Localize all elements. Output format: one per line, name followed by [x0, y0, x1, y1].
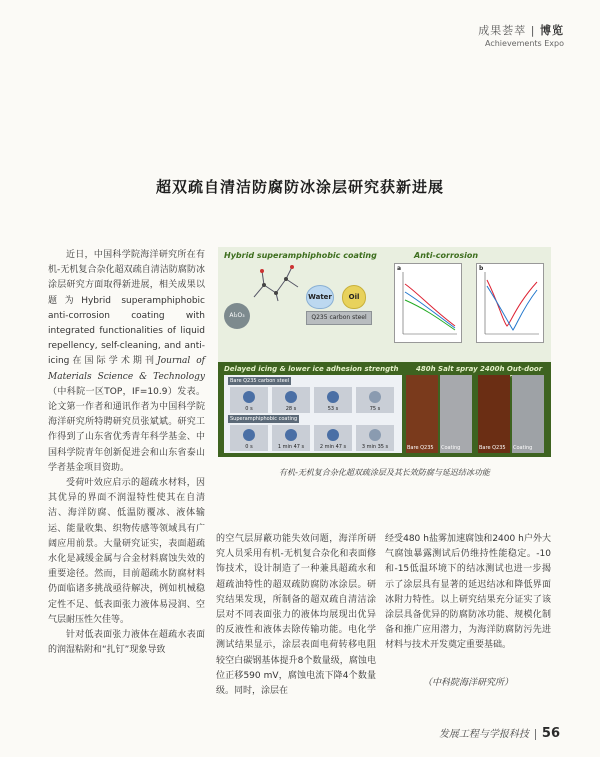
paragraph-4: 的空气层屏蔽功能失效问题，海洋所研究人员采用有机-无机复合杂化和表面修饰技术，设计制造了一种兼具超疏水和超疏油特性的超双疏防腐防冰涂层。研究结果发现，所制备的超双疏自清洁涂层对不同表面张力的液体均展现出优异的反液性和液体去除传输功能。电化学测试结果显示，涂层表面电荷转移电阻较空白碳钢基体提升8个数量级，腐蚀电位正移590 mV，腐蚀电流下降4个数量级。同时，涂层在 [216, 534, 376, 697]
column-3 [385, 532, 551, 691]
ice-frame: 3 min 35 s [356, 425, 394, 451]
chart-b-label: b [479, 265, 484, 272]
polarization-chart [394, 263, 462, 343]
column-2 [216, 532, 376, 699]
page-number: 56 [541, 726, 560, 741]
tafel-chart [476, 263, 544, 343]
coating-label: Superamphiphobic coating [230, 416, 298, 422]
article-title: 超双疏自清洁防腐防冰涂层研究获新进展 [155, 178, 444, 196]
salt-bare-photo: Bare Q235 [406, 375, 438, 453]
source-credit: （中科院海洋研究所） [422, 677, 513, 688]
footer-divider [535, 729, 536, 740]
column-1 [48, 248, 205, 658]
bare-steel-label: Bare Q235 carbon steel [230, 378, 290, 384]
section-label-en: Achievements Expo [485, 39, 564, 48]
alumina-particle: Al₂O₃ [224, 303, 250, 329]
paragraph-3: 针对低表面张力液体在超疏水表面的润湿粘附和“扎钉”现象导致 [48, 630, 205, 656]
outdoor-exposure-title: 2400h Out-door [480, 365, 543, 373]
oil-droplet: Oil [342, 285, 366, 309]
ice-frame: 2 min 47 s [314, 425, 352, 451]
ice-frame: 28 s [272, 387, 310, 413]
chart-b-curves [477, 264, 543, 342]
icing-test-panel [224, 375, 402, 453]
steel-substrate: Q235 carbon steel [306, 311, 372, 325]
salt-spray-title: 480h Salt spray [416, 365, 478, 373]
paragraph-5: 经受480 h盐雾加速腐蚀和2400 h户外大气腐蚀暴露测试后仍维持性能稳定。-10和-15低温环境下的结冰测试也进一步揭示了涂层具有显著的延迟结冰和降低界面冰附力特性。以上研究结果充分证实了该涂层具备优异的防腐防冰功能、规模化制备和推广应用潜力，为海洋防腐防污先进材料与技术开发奠定重要基础。 [385, 534, 551, 651]
outdoor-coating-photo: Coating [512, 375, 544, 453]
ice-frame: 0 s [230, 425, 268, 451]
chart-a-label: a [397, 265, 402, 272]
ice-frame: 1 min 47 s [272, 425, 310, 451]
chart-a-curves [395, 264, 461, 342]
section-label-cn: 成果荟萃 | 博览 [478, 24, 564, 37]
article-figure [218, 247, 551, 457]
molecule-structure-icon [248, 263, 304, 303]
hybrid-coating-title: Hybrid superamphiphobic coating [224, 251, 377, 260]
delayed-icing-title: Delayed icing & lower ice adhesion strength [224, 365, 399, 373]
water-droplet: Water [306, 285, 334, 309]
ice-frame: 75 s [356, 387, 394, 413]
salt-coating-photo: Coating [440, 375, 472, 453]
paragraph-1: 近日，中国科学院海洋研究所在有机-无机复合杂化超双疏自清洁防腐防冰涂层研究方面取得新进展，相关成果以题为Hybrid superamphiphobic anti-corrosion coating with integrated functionalities of liquid repellency, self-cleaning, and anti-icing在国际学术期刊Journal of Materials Science & Technology（中科院一区TOP，IF=10.9）发表。论文第一作者和通讯作者为中国科学院海洋研究所特聘研究员张斌斌。研究工作得到了山东省优秀青年科学基金、中国科学院青年创新促进会和山东省泰山学者基金项目资助。 [48, 250, 205, 473]
journal-name: 发展工程与学报科技 [438, 729, 529, 740]
ice-frame: 0 s [230, 387, 268, 413]
ice-frame: 53 s [314, 387, 352, 413]
coating-row [230, 425, 394, 451]
page-footer [439, 725, 560, 741]
anti-corrosion-title: Anti-corrosion [414, 251, 479, 260]
figure-caption: 有机-无机复合杂化超双疏涂层及其长效防腐与延迟结冰功能 [279, 468, 490, 477]
section-header [478, 22, 564, 48]
bare-steel-row [230, 387, 394, 413]
paragraph-2: 受荷叶效应启示的超疏水材料，因其优异的界面不润湿特性使其在自清洁、海洋防腐、低温防覆冰、液体输运、能量收集、织物传感等领域具有广阔应用前景。大量研究证实，表面超疏水化是减缓金属与合金材料腐蚀失效的重要途径。然而，目前超疏水防腐材料仍面临诸多挑战亟待解决，例如机械稳定性不足、低表面张力液体易浸润、空气层耐压性欠佳等。 [48, 478, 205, 625]
outdoor-bare-photo: Bare Q235 [478, 375, 510, 453]
